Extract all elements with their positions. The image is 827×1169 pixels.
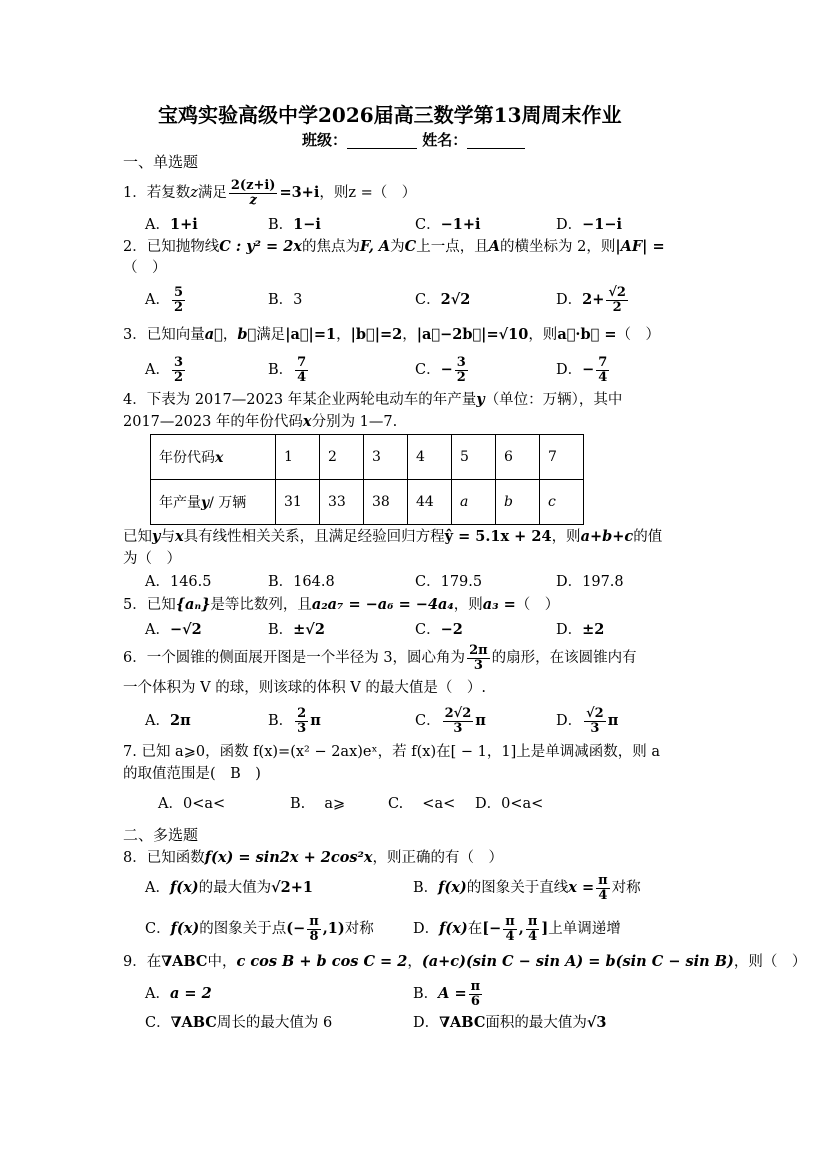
- table-row: [151, 435, 584, 480]
- question-7-line1: 7. 已知 a⩾0，函数 f(x)=(x² − 2ax)eˣ，若 f(x)在[ − 1，1]上是单调减函数，则 a: [123, 744, 660, 760]
- q4-option-b[interactable]: B．164.8: [268, 574, 335, 590]
- section-heading-multi-choice: 二、多选题: [123, 826, 199, 844]
- q6-option-b[interactable]: B． $\frac{2}{3}$ π: [268, 705, 321, 736]
- question-2-stem: 2．已知抛物线C : y² = 2x的焦点为F, A为C上一点，且A的横坐标为 2，则|AF| =: [123, 238, 665, 255]
- q3-option-a[interactable]: A． $\frac{3}{2}$: [145, 354, 184, 385]
- class-label: 班级：: [302, 131, 348, 149]
- q9-option-b[interactable]: B．A = $\frac{\pi}{6}$: [413, 978, 481, 1009]
- question-9-stem: 9．在∇ABC中，c cos B + b cos C = 2，(a+c)(sin C − sin A) = b(sin C − sin B)，则（ ）: [123, 953, 807, 970]
- name-blank[interactable]: [467, 134, 525, 149]
- table-cell: 31: [276, 480, 320, 525]
- table-cell: 4: [408, 435, 452, 480]
- q2-option-c[interactable]: C．2√2: [415, 291, 471, 308]
- q2-option-d[interactable]: D．2+ $\frac{√2}{2}$: [556, 284, 626, 315]
- q4-option-c[interactable]: C．179.5: [415, 574, 483, 590]
- q1-rhs: =3+i: [279, 184, 320, 201]
- q1-text: ，则z =（ ）: [319, 185, 417, 201]
- question-4-line3: 已知y与x具有线性相关关系，且满足经验回归方程ŷ = 5.1x + 24，则a+b+c的值: [123, 528, 663, 545]
- q7-option-d[interactable]: D．0<a<: [475, 796, 544, 812]
- q2-option-b[interactable]: B．3: [268, 292, 303, 308]
- q1-option-a[interactable]: A．1+i: [145, 216, 198, 233]
- table-cell: 7: [540, 435, 584, 480]
- q5-option-b[interactable]: B．±√2: [268, 621, 325, 638]
- q2-paren: （ ）: [123, 260, 167, 276]
- q6-option-c[interactable]: C． $\frac{2√2}{3}$ π: [415, 705, 486, 736]
- q6-option-d[interactable]: D． $\frac{√2}{3}$ π: [556, 705, 619, 736]
- table-cell: 5: [452, 435, 496, 480]
- q8-option-b[interactable]: B．f(x)的图象关于直线x = $\frac{\pi}{4}$ 对称: [413, 872, 641, 903]
- table-cell: 1: [276, 435, 320, 480]
- table-cell: 2: [320, 435, 364, 480]
- section-heading-single-choice: 一、单选题: [123, 153, 199, 171]
- q9-option-a[interactable]: A．a = 2: [145, 985, 212, 1002]
- q1-fraction: $\frac{2(z+i)}{z}$: [230, 177, 276, 208]
- q7-option-c[interactable]: C. <a<: [388, 796, 456, 812]
- q9-option-c[interactable]: C．∇ABC周长的最大值为 6: [145, 1014, 333, 1031]
- q7-option-b[interactable]: B. a⩾: [290, 796, 346, 812]
- table-cell: 33: [320, 480, 364, 525]
- table-cell: c: [540, 480, 584, 525]
- q5-option-a[interactable]: A．−√2: [145, 621, 202, 638]
- q5-option-d[interactable]: D．±2: [556, 621, 605, 638]
- q9-option-d[interactable]: D．∇ABC面积的最大值为√3: [413, 1014, 607, 1031]
- name-label: 姓名：: [422, 131, 468, 149]
- q2-option-a[interactable]: A． $\frac{5}{2}$: [145, 284, 184, 315]
- q4-option-d[interactable]: D．197.8: [556, 574, 624, 590]
- page-title: 宝鸡实验高级中学2026届高三数学第13周周末作业: [158, 103, 622, 127]
- question-8-stem: 8．已知函数f(x) = sin2x + 2cos²x，则正确的有（ ）: [123, 849, 504, 866]
- q8-option-c[interactable]: C．f(x)的图象关于点(− $\frac{\pi}{8}$ ,1)对称: [145, 913, 374, 944]
- question-6-line1: 6．一个圆锥的侧面展开图是一个半径为 3，圆心角为 $\frac{2\pi}{3}$ 的扇形，在该圆锥内有: [123, 642, 637, 673]
- table-cell: 3: [364, 435, 408, 480]
- q1-option-b[interactable]: B．1−i: [268, 216, 321, 233]
- table-header-year-code: 年份代码x: [151, 435, 276, 480]
- table-cell: 44: [408, 480, 452, 525]
- table-row: [151, 480, 584, 525]
- q3-option-d[interactable]: D．− $\frac{7}{4}$: [556, 354, 608, 385]
- q8-option-a[interactable]: A．f(x)的最大值为√2+1: [145, 879, 313, 896]
- q1-var-z: z: [190, 185, 198, 201]
- question-5-stem: 5．已知{aₙ}是等比数列，且a₂a₇ = −a₆ = −4a₄，则a₃ =（ ）: [123, 596, 560, 613]
- question-6-line2: 一个体积为 V 的球，则该球的体积 V 的最大值是（ ）.: [123, 680, 486, 696]
- table-header-output: 年产量y/ 万辆: [151, 480, 276, 525]
- question-4-line2: 2017—2023 年的年份代码x分别为 1—7.: [123, 413, 398, 430]
- q3-option-b[interactable]: B． $\frac{7}{4}$: [268, 354, 307, 385]
- question-4-line1: 4．下表为 2017—2023 年某企业两轮电动车的年产量y（单位：万辆），其中: [123, 391, 623, 408]
- q2-points: F, A: [359, 238, 391, 255]
- question-7-line2: 的取值范围是( B ): [123, 766, 261, 782]
- table-cell: b: [496, 480, 540, 525]
- q8-option-d[interactable]: D．f(x)在[− $\frac{\pi}{4}$ , $\frac{\pi}{4}$ ]上单调递增: [413, 913, 621, 944]
- question-4-line4: 为（ ）: [123, 551, 181, 567]
- q1-text: 满足: [197, 185, 227, 201]
- q7-option-a[interactable]: A．0<a<: [158, 796, 226, 812]
- table-cell: a: [452, 480, 496, 525]
- question-1-stem: [123, 176, 416, 210]
- table-cell: 38: [364, 480, 408, 525]
- q1-option-d[interactable]: D．−1−i: [556, 216, 623, 233]
- q6-option-a[interactable]: A．2π: [145, 712, 191, 729]
- q5-option-c[interactable]: C．−2: [415, 621, 463, 638]
- question-3-stem: 3．已知向量a⃗，b⃗满足|a⃗|=1，|b⃗|=2，|a⃗−2b⃗|=√10，则a⃗·b⃗ =（ ）: [123, 326, 660, 343]
- q1-text: 1．若复数: [123, 185, 191, 201]
- class-blank[interactable]: [347, 134, 417, 149]
- q4-option-a[interactable]: A．146.5: [145, 574, 212, 590]
- q2-parabola: C : y² = 2x: [219, 238, 302, 255]
- q3-option-c[interactable]: C．− $\frac{3}{2}$: [415, 354, 466, 385]
- q4-data-table: [150, 434, 584, 525]
- header-fields: [302, 131, 525, 149]
- q1-option-c[interactable]: C．−1+i: [415, 216, 481, 233]
- table-cell: 6: [496, 435, 540, 480]
